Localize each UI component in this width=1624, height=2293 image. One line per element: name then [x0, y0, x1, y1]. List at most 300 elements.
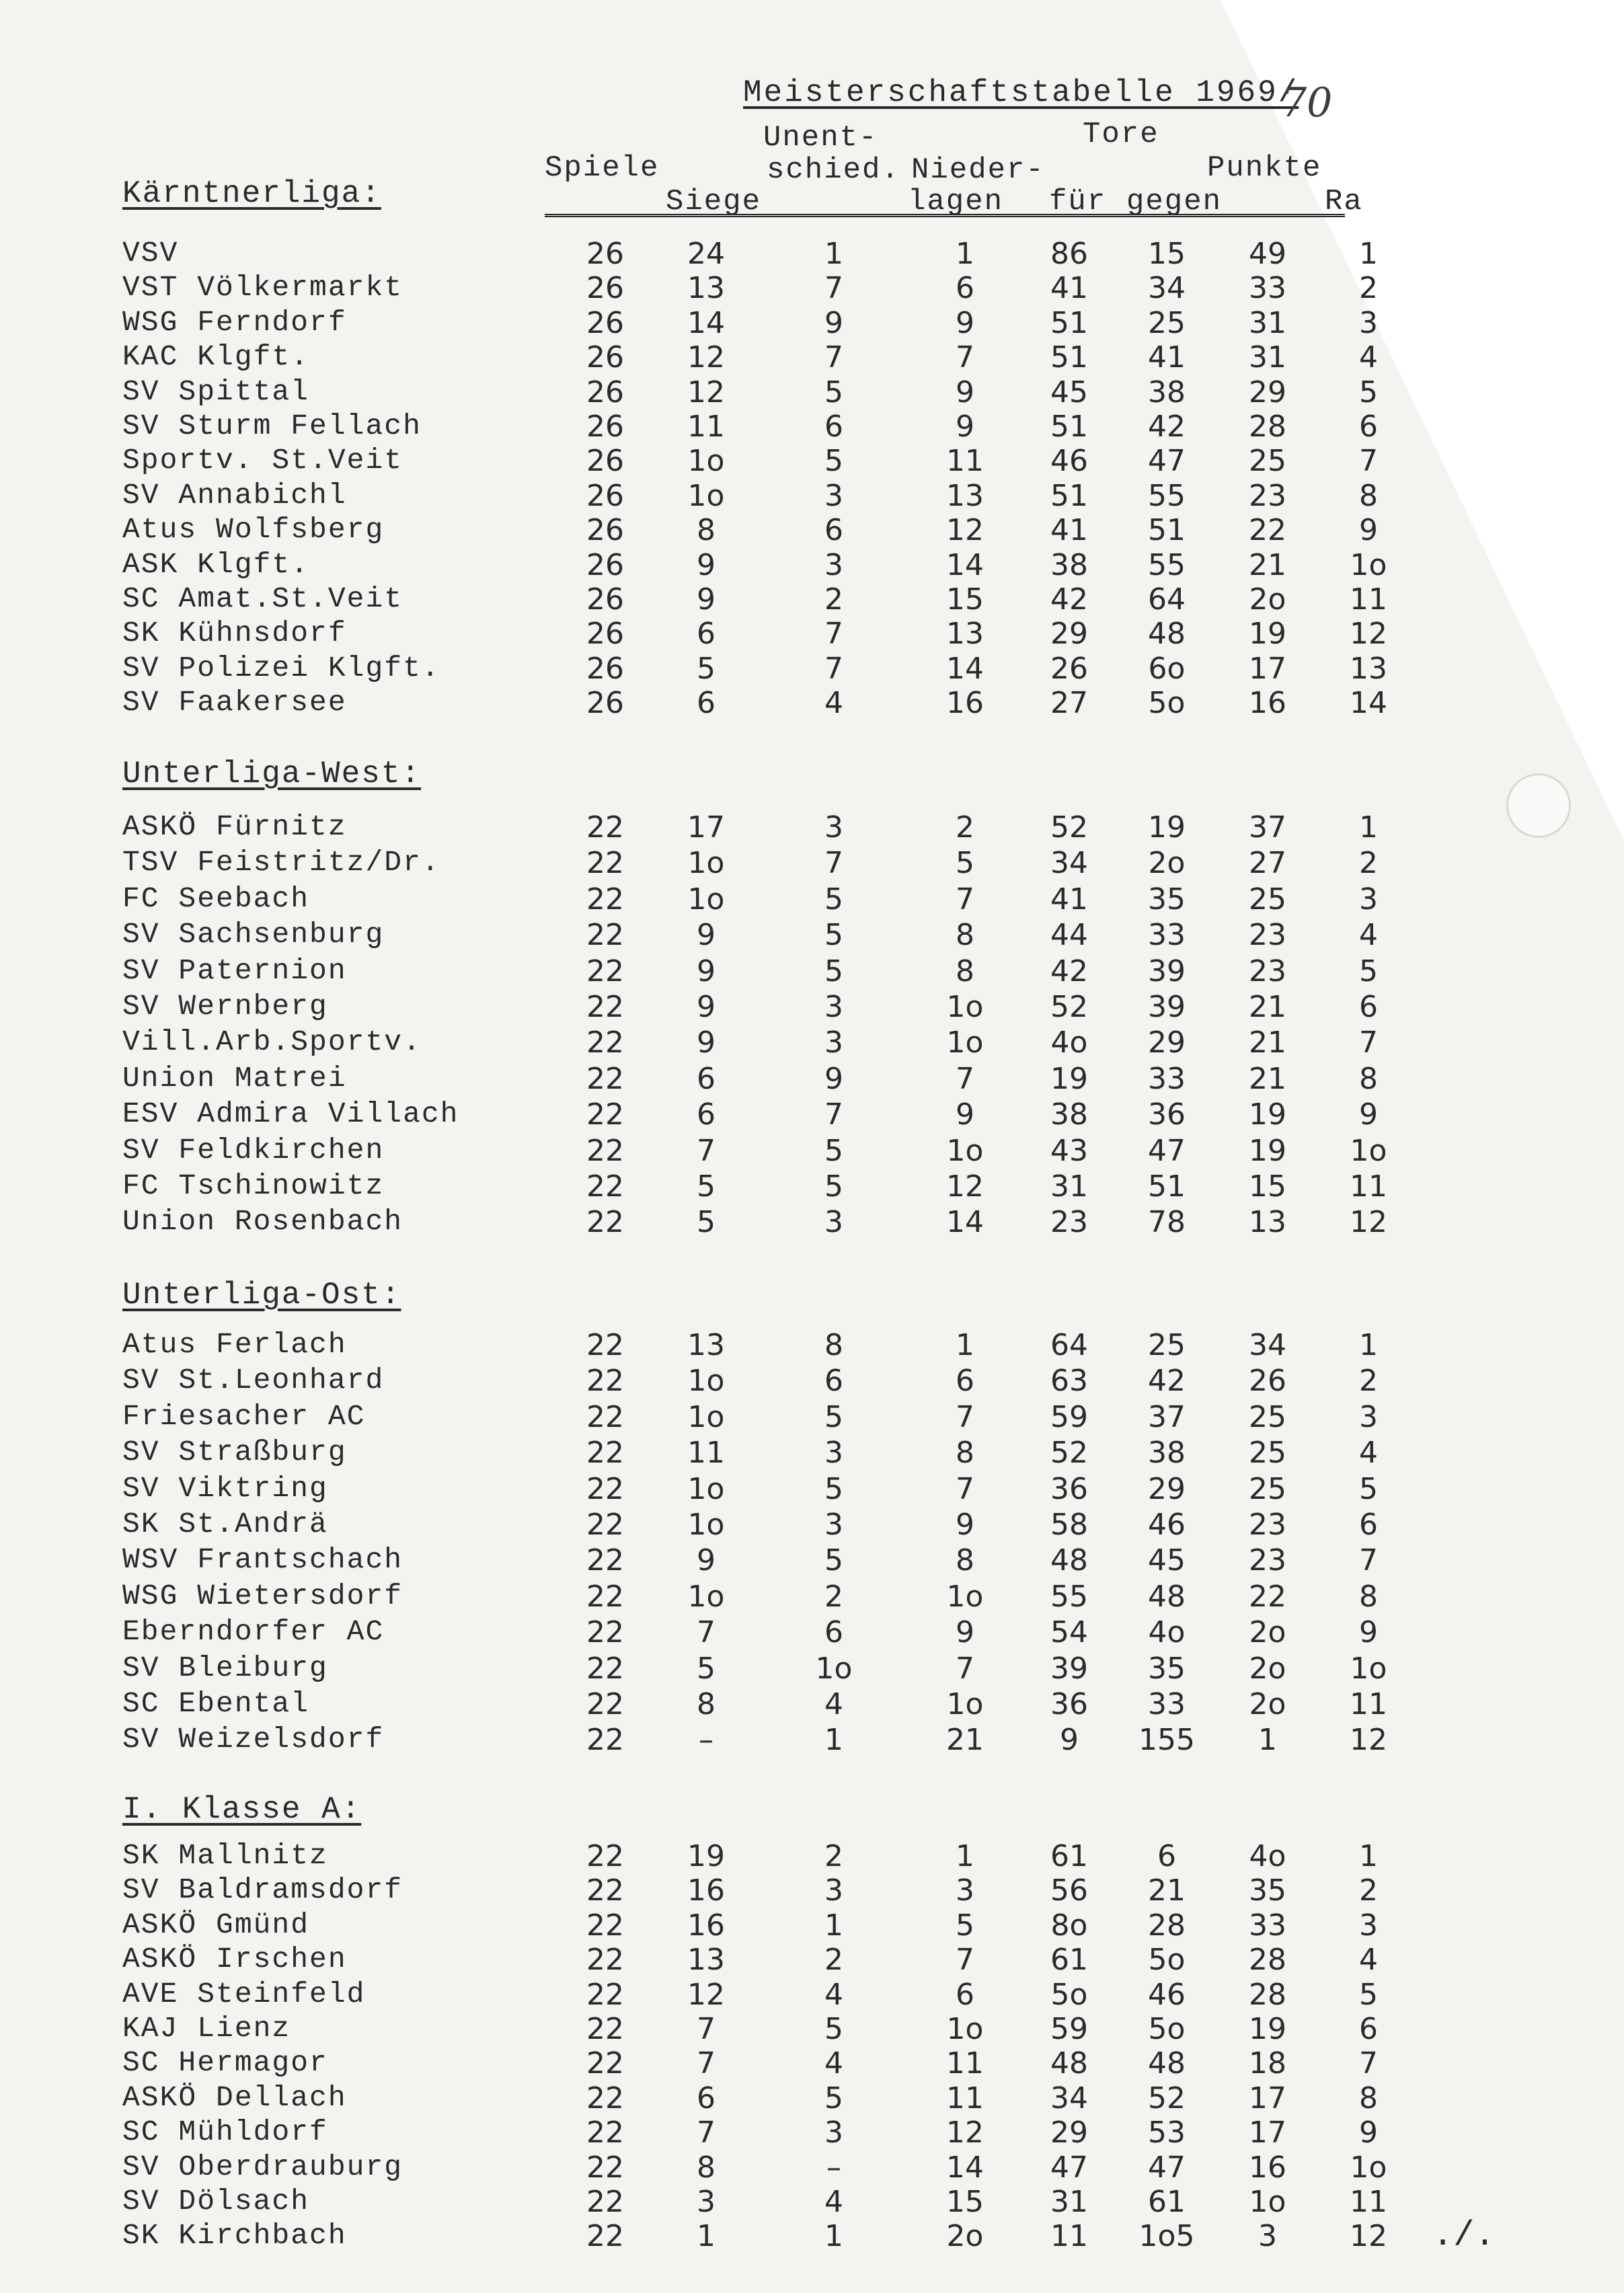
cell-goals-against: 29 [1148, 1025, 1186, 1060]
club-name: SC Ebental [122, 1687, 310, 1720]
club-name: SC Hermagor [122, 2046, 328, 2079]
cell-losses: 9 [956, 1097, 974, 1132]
table-row [0, 1097, 1624, 1132]
cell-rank: 3 [1359, 1908, 1378, 1943]
cell-rank: 4 [1359, 1943, 1378, 1977]
club-name: SC Mühldorf [122, 2115, 328, 2148]
cell-draws: 3 [824, 1873, 843, 1908]
continue-mark: ./. [1432, 2216, 1496, 2255]
cell-rank: 1o [1350, 1651, 1387, 1686]
cell-points: 27 [1249, 846, 1286, 880]
table-row [0, 1615, 1624, 1650]
cell-losses: 1 [956, 1839, 974, 1873]
cell-goals-against: 35 [1148, 882, 1186, 917]
table-row [0, 686, 1624, 721]
cell-points: 21 [1249, 548, 1286, 582]
cell-goals-for: 63 [1050, 1364, 1088, 1398]
cell-points: 2o [1249, 1615, 1286, 1649]
cell-draws: 7 [824, 271, 843, 305]
cell-points: 21 [1249, 1025, 1286, 1060]
cell-games: 26 [586, 686, 624, 720]
cell-goals-for: 51 [1050, 340, 1088, 375]
club-name: SV Paternion [122, 954, 347, 987]
cell-goals-against: 34 [1148, 271, 1186, 305]
club-name: ESV Admira Villach [122, 1097, 459, 1130]
table-row [0, 237, 1624, 272]
cell-rank: 7 [1359, 1543, 1378, 1578]
cell-rank: 4 [1359, 340, 1378, 375]
cell-wins: 6 [697, 1097, 716, 1132]
cell-goals-against: 25 [1148, 306, 1186, 340]
table-row [0, 1651, 1624, 1686]
cell-rank: 11 [1350, 1169, 1387, 1204]
cell-losses: 12 [946, 1169, 984, 1204]
cell-goals-against: 38 [1148, 1436, 1186, 1470]
cell-goals-for: 27 [1050, 686, 1088, 720]
club-name: SV Feldkirchen [122, 1134, 385, 1167]
cell-goals-against: 47 [1148, 444, 1186, 478]
cell-wins: 13 [687, 1943, 725, 1977]
cell-rank: 8 [1359, 1580, 1378, 1614]
cell-losses: 8 [956, 1436, 974, 1470]
cell-points: 26 [1249, 1364, 1286, 1398]
club-name: SV Baldramsdorf [122, 1873, 403, 1906]
club-name: SK Kühnsdorf [122, 617, 347, 650]
cell-goals-against: 28 [1148, 1908, 1186, 1943]
cell-points: 21 [1249, 1062, 1286, 1096]
table-row [0, 479, 1624, 514]
cell-points: 21 [1249, 990, 1286, 1024]
cell-losses: 2 [956, 810, 974, 845]
table-row [0, 1472, 1624, 1507]
cell-points: 1 [1258, 1723, 1277, 1757]
cell-goals-against: 33 [1148, 1687, 1186, 1721]
cell-goals-against: 48 [1148, 2046, 1186, 2081]
cell-goals-against: 52 [1148, 2081, 1186, 2115]
cell-wins: 7 [697, 2012, 716, 2046]
cell-rank: 8 [1359, 479, 1378, 513]
cell-goals-against: 45 [1148, 1543, 1186, 1578]
cell-draws: 7 [824, 652, 843, 686]
table-row [0, 1543, 1624, 1578]
table-row [0, 1169, 1624, 1204]
cell-draws: 5 [824, 375, 843, 410]
cell-losses: 14 [946, 1205, 984, 1239]
club-name: SV Oberdrauburg [122, 2150, 403, 2183]
cell-games: 22 [586, 1873, 624, 1908]
table-row [0, 1723, 1624, 1758]
cell-goals-against: 1o5 [1138, 2219, 1195, 2253]
cell-rank: 6 [1359, 410, 1378, 444]
table-row [0, 2150, 1624, 2185]
table-row [0, 1328, 1624, 1363]
cell-rank: 2 [1359, 1364, 1378, 1398]
header-nieder-2: lagen [908, 185, 1004, 219]
cell-wins: 8 [697, 1687, 716, 1721]
cell-rank: 1o [1350, 2150, 1387, 2185]
cell-games: 22 [586, 846, 624, 880]
cell-goals-for: 41 [1050, 882, 1088, 917]
cell-wins: 1o [687, 846, 725, 880]
cell-wins: 6 [697, 686, 716, 720]
cell-losses: 7 [956, 1472, 974, 1506]
cell-goals-for: 48 [1050, 2046, 1088, 2081]
cell-games: 22 [586, 1687, 624, 1721]
cell-rank: 4 [1359, 1436, 1378, 1470]
cell-losses: 1o [946, 2012, 984, 2046]
header-rule [545, 214, 1345, 217]
cell-goals-for: 38 [1050, 548, 1088, 582]
cell-goals-against: 42 [1148, 1364, 1186, 1398]
club-name: SV Spittal [122, 375, 310, 408]
cell-rank: 8 [1359, 1062, 1378, 1096]
cell-wins: 24 [687, 237, 725, 271]
club-name: WSG Ferndorf [122, 306, 347, 339]
cell-goals-against: 51 [1148, 513, 1186, 547]
cell-points: 1o [1249, 2185, 1286, 2219]
cell-wins: 17 [687, 810, 725, 845]
cell-games: 26 [586, 582, 624, 617]
cell-goals-for: 29 [1050, 617, 1088, 651]
cell-games: 26 [586, 444, 624, 478]
cell-games: 26 [586, 271, 624, 305]
cell-losses: 7 [956, 1062, 974, 1096]
club-name: Atus Ferlach [122, 1328, 347, 1361]
cell-games: 22 [586, 1978, 624, 2012]
cell-losses: 12 [946, 513, 984, 547]
cell-draws: 6 [824, 410, 843, 444]
club-name: WSG Wietersdorf [122, 1580, 403, 1612]
cell-goals-against: 55 [1148, 479, 1186, 513]
cell-wins: 12 [687, 375, 725, 410]
cell-wins: 3 [697, 2185, 716, 2219]
cell-goals-against: 19 [1148, 810, 1186, 845]
cell-wins: 5 [697, 1205, 716, 1239]
table-row [0, 1839, 1624, 1874]
cell-rank: 7 [1359, 1025, 1378, 1060]
cell-goals-against: 36 [1148, 1097, 1186, 1132]
cell-losses: 9 [956, 1615, 974, 1649]
club-name: Friesacher AC [122, 1400, 366, 1433]
cell-draws: 1 [824, 1723, 843, 1757]
cell-goals-against: 64 [1148, 582, 1186, 617]
cell-rank: 5 [1359, 954, 1378, 988]
cell-points: 25 [1249, 1472, 1286, 1506]
cell-games: 22 [586, 954, 624, 988]
cell-points: 33 [1249, 1908, 1286, 1943]
cell-wins: 1o [687, 1400, 725, 1434]
cell-rank: 1 [1359, 810, 1378, 845]
cell-losses: 1o [946, 1134, 984, 1168]
cell-points: 15 [1249, 1169, 1286, 1204]
cell-goals-for: 41 [1050, 271, 1088, 305]
cell-wins: 16 [687, 1908, 725, 1943]
cell-wins: 9 [697, 990, 716, 1024]
cell-wins: 1 [697, 2219, 716, 2253]
cell-draws: 9 [824, 1062, 843, 1096]
cell-wins: 16 [687, 1873, 725, 1908]
club-name: SV Faakersee [122, 686, 347, 719]
cell-goals-for: 59 [1050, 1400, 1088, 1434]
cell-goals-for: 46 [1050, 444, 1088, 478]
header-fuer: für [1049, 185, 1107, 219]
cell-goals-against: 5o [1148, 686, 1186, 720]
cell-goals-for: 36 [1050, 1472, 1088, 1506]
cell-losses: 9 [956, 1508, 974, 1542]
cell-goals-for: 54 [1050, 1615, 1088, 1649]
cell-games: 22 [586, 1508, 624, 1542]
table-row [0, 2046, 1624, 2081]
cell-games: 22 [586, 1169, 624, 1204]
club-name: Vill.Arb.Sportv. [122, 1025, 422, 1058]
cell-games: 22 [586, 2150, 624, 2185]
cell-points: 33 [1249, 271, 1286, 305]
cell-losses: 9 [956, 375, 974, 410]
header-punkte: Punkte [1207, 151, 1322, 185]
cell-wins: 7 [697, 2115, 716, 2150]
cell-goals-for: 34 [1050, 846, 1088, 880]
cell-draws: 5 [824, 1543, 843, 1578]
club-name: ASKÖ Gmünd [122, 1908, 310, 1941]
cell-games: 22 [586, 2012, 624, 2046]
cell-losses: 8 [956, 954, 974, 988]
cell-rank: 2 [1359, 846, 1378, 880]
cell-games: 22 [586, 1134, 624, 1168]
cell-losses: 7 [956, 1400, 974, 1434]
cell-wins: 1o [687, 479, 725, 513]
cell-points: 2o [1249, 582, 1286, 617]
cell-points: 22 [1249, 513, 1286, 547]
cell-points: 13 [1249, 1205, 1286, 1239]
cell-goals-for: 42 [1050, 954, 1088, 988]
cell-rank: 11 [1350, 1687, 1387, 1721]
cell-goals-against: 5o [1148, 1943, 1186, 1977]
cell-goals-for: 5o [1050, 1978, 1088, 2012]
cell-goals-against: 15 [1148, 237, 1186, 271]
cell-wins: 9 [697, 954, 716, 988]
cell-wins: 9 [697, 548, 716, 582]
cell-draws: 5 [824, 444, 843, 478]
club-name: SV Sturm Fellach [122, 410, 422, 442]
club-name: SV Polizei Klgft. [122, 652, 440, 685]
header-unent-2: schied. [767, 153, 900, 187]
cell-goals-for: 38 [1050, 1097, 1088, 1132]
club-name: SV Wernberg [122, 990, 328, 1023]
cell-goals-against: 47 [1148, 1134, 1186, 1168]
cell-wins: 19 [687, 1839, 725, 1873]
cell-losses: 5 [956, 846, 974, 880]
table-row [0, 548, 1624, 583]
cell-rank: 1o [1350, 548, 1387, 582]
cell-draws: 1 [824, 237, 843, 271]
cell-draws: 7 [824, 846, 843, 880]
cell-wins: 1o [687, 1580, 725, 1614]
cell-draws: 5 [824, 918, 843, 952]
header-tore: Tore [1083, 118, 1159, 151]
cell-rank: 4 [1359, 918, 1378, 952]
cell-draws: 6 [824, 513, 843, 547]
cell-losses: 13 [946, 479, 984, 513]
cell-goals-for: 41 [1050, 513, 1088, 547]
cell-draws: 5 [824, 1169, 843, 1204]
cell-games: 26 [586, 237, 624, 271]
cell-losses: 14 [946, 652, 984, 686]
cell-goals-for: 48 [1050, 1543, 1088, 1578]
club-name: VST Völkermarkt [122, 271, 403, 304]
table-row [0, 652, 1624, 687]
cell-wins: 13 [687, 271, 725, 305]
table-row [0, 990, 1624, 1025]
cell-goals-against: 53 [1148, 2115, 1186, 2150]
table-row [0, 2185, 1624, 2220]
cell-losses: 2o [946, 2219, 984, 2253]
cell-points: 25 [1249, 1436, 1286, 1470]
header-spiele: Spiele [545, 151, 660, 185]
cell-games: 26 [586, 513, 624, 547]
club-name: SV St.Leonhard [122, 1364, 385, 1397]
club-name: KAJ Lienz [122, 2012, 291, 2045]
cell-losses: 1o [946, 1025, 984, 1060]
cell-draws: 4 [824, 1978, 843, 2012]
cell-losses: 15 [946, 582, 984, 617]
cell-losses: 11 [946, 444, 984, 478]
cell-games: 22 [586, 1328, 624, 1362]
cell-wins: 8 [697, 2150, 716, 2185]
cell-points: 19 [1249, 1134, 1286, 1168]
cell-draws: 4 [824, 1687, 843, 1721]
cell-draws: 5 [824, 1400, 843, 1434]
cell-wins: 1o [687, 1472, 725, 1506]
cell-games: 22 [586, 1615, 624, 1649]
cell-games: 22 [586, 1400, 624, 1434]
cell-goals-for: 11 [1050, 2219, 1088, 2253]
cell-rank: 6 [1359, 2012, 1378, 2046]
club-name: ASKÖ Irschen [122, 1943, 347, 1976]
cell-draws: 1o [815, 1651, 853, 1686]
table-row [0, 582, 1624, 617]
cell-games: 22 [586, 1651, 624, 1686]
cell-draws: 3 [824, 810, 843, 845]
cell-goals-for: 42 [1050, 582, 1088, 617]
table-row [0, 1978, 1624, 2013]
cell-draws: 4 [824, 2185, 843, 2219]
cell-goals-for: 31 [1050, 2185, 1088, 2219]
cell-losses: 7 [956, 340, 974, 375]
club-name: SC Amat.St.Veit [122, 582, 403, 615]
cell-points: 37 [1249, 810, 1286, 845]
handwritten-year-note: 70 [1281, 79, 1333, 126]
cell-wins: 6 [697, 1062, 716, 1096]
table-row [0, 1687, 1624, 1722]
table-row [0, 617, 1624, 652]
cell-goals-against: 42 [1148, 410, 1186, 444]
cell-points: 16 [1249, 686, 1286, 720]
club-name: Union Rosenbach [122, 1205, 403, 1238]
cell-wins: 1o [687, 1508, 725, 1542]
cell-losses: 8 [956, 918, 974, 952]
table-row [0, 1580, 1624, 1615]
cell-wins: 11 [687, 1436, 725, 1470]
cell-games: 22 [586, 1062, 624, 1096]
cell-games: 22 [586, 1472, 624, 1506]
cell-goals-against: 51 [1148, 1169, 1186, 1204]
cell-games: 22 [586, 2081, 624, 2115]
cell-games: 22 [586, 2115, 624, 2150]
cell-draws: 9 [824, 306, 843, 340]
cell-draws: 3 [824, 990, 843, 1024]
cell-wins: 7 [697, 1615, 716, 1649]
cell-games: 22 [586, 1723, 624, 1757]
cell-goals-for: 55 [1050, 1580, 1088, 1614]
club-name: Eberndorfer AC [122, 1615, 385, 1648]
cell-draws: 3 [824, 1508, 843, 1542]
club-name: AVE Steinfeld [122, 1978, 366, 2011]
cell-draws: 3 [824, 1436, 843, 1470]
cell-losses: 1 [956, 1328, 974, 1362]
cell-goals-against: 29 [1148, 1472, 1186, 1506]
cell-draws: 7 [824, 340, 843, 375]
cell-wins: 9 [697, 1025, 716, 1060]
table-row [0, 1436, 1624, 1471]
cell-games: 26 [586, 548, 624, 582]
cell-rank: 9 [1359, 2115, 1378, 2150]
cell-games: 26 [586, 617, 624, 651]
cell-rank: 11 [1350, 582, 1387, 617]
table-row [0, 810, 1624, 845]
header-nieder-1: Nieder- [911, 153, 1045, 187]
cell-games: 22 [586, 990, 624, 1024]
cell-points: 18 [1249, 2046, 1286, 2081]
cell-rank: 9 [1359, 1615, 1378, 1649]
cell-losses: 5 [956, 1908, 974, 1943]
cell-draws: 2 [824, 1839, 843, 1873]
cell-goals-against: 33 [1148, 918, 1186, 952]
cell-games: 22 [586, 918, 624, 952]
cell-points: 23 [1249, 1543, 1286, 1578]
cell-goals-against: 25 [1148, 1328, 1186, 1362]
cell-goals-against: 47 [1148, 2150, 1186, 2185]
cell-games: 22 [586, 1908, 624, 1943]
cell-draws: 3 [824, 548, 843, 582]
cell-points: 31 [1249, 340, 1286, 375]
club-name: SV Bleiburg [122, 1651, 328, 1684]
table-row [0, 2115, 1624, 2150]
cell-points: 3 [1258, 2219, 1277, 2253]
cell-points: 25 [1249, 882, 1286, 917]
cell-losses: 15 [946, 2185, 984, 2219]
cell-points: 23 [1249, 1508, 1286, 1542]
cell-rank: 9 [1359, 1097, 1378, 1132]
cell-points: 25 [1249, 1400, 1286, 1434]
cell-losses: 6 [956, 1364, 974, 1398]
cell-rank: 6 [1359, 990, 1378, 1024]
cell-points: 2o [1249, 1651, 1286, 1686]
cell-goals-against: 39 [1148, 954, 1186, 988]
cell-goals-for: 8o [1050, 1908, 1088, 1943]
cell-points: 19 [1249, 617, 1286, 651]
cell-goals-for: 29 [1050, 2115, 1088, 2150]
cell-games: 26 [586, 306, 624, 340]
table-row [0, 2219, 1624, 2254]
cell-goals-against: 2o [1148, 846, 1186, 880]
cell-goals-against: 21 [1148, 1873, 1186, 1908]
cell-losses: 1 [956, 237, 974, 271]
cell-goals-for: 61 [1050, 1943, 1088, 1977]
cell-points: 28 [1249, 1943, 1286, 1977]
club-name: ASK Klgft. [122, 548, 310, 581]
cell-wins: 11 [687, 410, 725, 444]
cell-losses: 6 [956, 1978, 974, 2012]
